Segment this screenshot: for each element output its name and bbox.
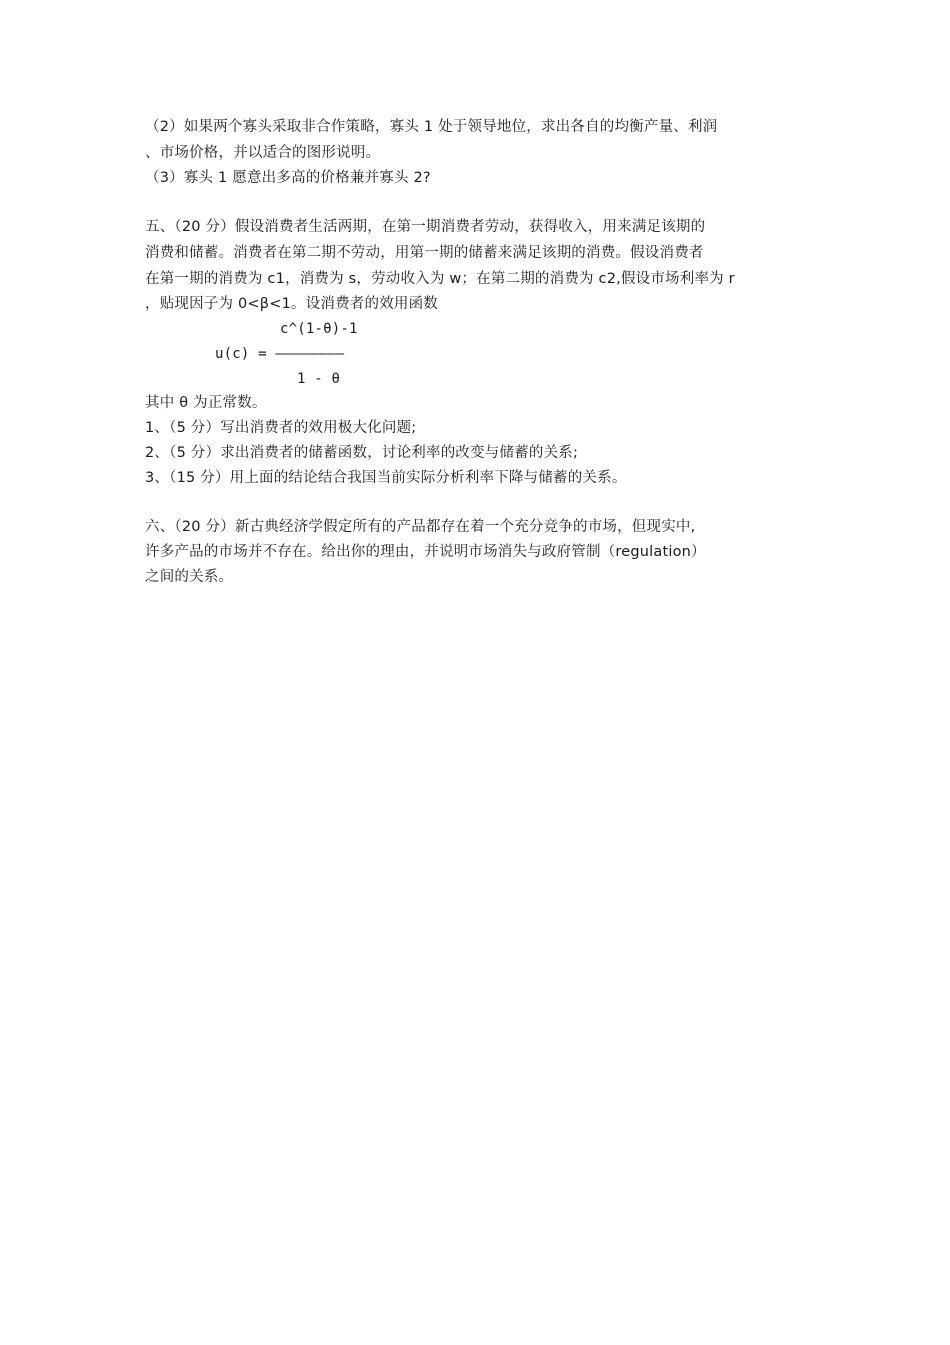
q4-part2-line1: （2）如果两个寡头采取非合作策略，寡头 1 处于领导地位，求出各自的均衡产量、利润: [145, 119, 718, 135]
q5-line4: ，贴现因子为 0<β<1。设消费者的效用函数: [145, 296, 439, 312]
q6-line1: 六、（20 分）新古典经济学假定所有的产品都存在着一个充分竞争的市场，但现实中,: [145, 519, 696, 535]
q4-part2-line2: 、市场价格，并以适合的图形说明。: [145, 145, 381, 161]
formula-lhs: u(c) = ————————: [215, 346, 345, 362]
q5-theta-note: 其中 θ 为正常数。: [145, 395, 267, 411]
q4-part3: （3）寡头 1 愿意出多高的价格兼并寡头 2?: [145, 170, 431, 186]
formula-numerator: c^(1-θ)-1: [280, 321, 358, 337]
q5-line3: 在第一期的消费为 c1，消费为 s，劳动收入为 w；在第二期的消费为 c2,假设市场利率为 r: [145, 271, 735, 287]
q5-sub2: 2、（5 分）求出消费者的储蓄函数，讨论利率的改变与储蓄的关系;: [145, 445, 579, 461]
q6-line3: 之间的关系。: [145, 569, 234, 585]
q5-line1: 五、（20 分）假设消费者生活两期，在第一期消费者劳动，获得收入，用来满足该期的: [145, 219, 706, 235]
q5-sub3: 3、（15 分）用上面的结论结合我国当前实际分析利率下降与储蓄的关系。: [145, 470, 627, 486]
q6-line2: 许多产品的市场并不存在。给出你的理由，并说明市场消失与政府管制（regulation）: [145, 544, 706, 560]
q5-sub1: 1、（5 分）写出消费者的效用极大化问题;: [145, 420, 417, 436]
formula-denominator: 1 - θ: [297, 371, 341, 387]
q5-line2: 消费和储蓄。消费者在第二期不劳动，用第一期的储蓄来满足该期的消费。假设消费者: [145, 245, 704, 261]
